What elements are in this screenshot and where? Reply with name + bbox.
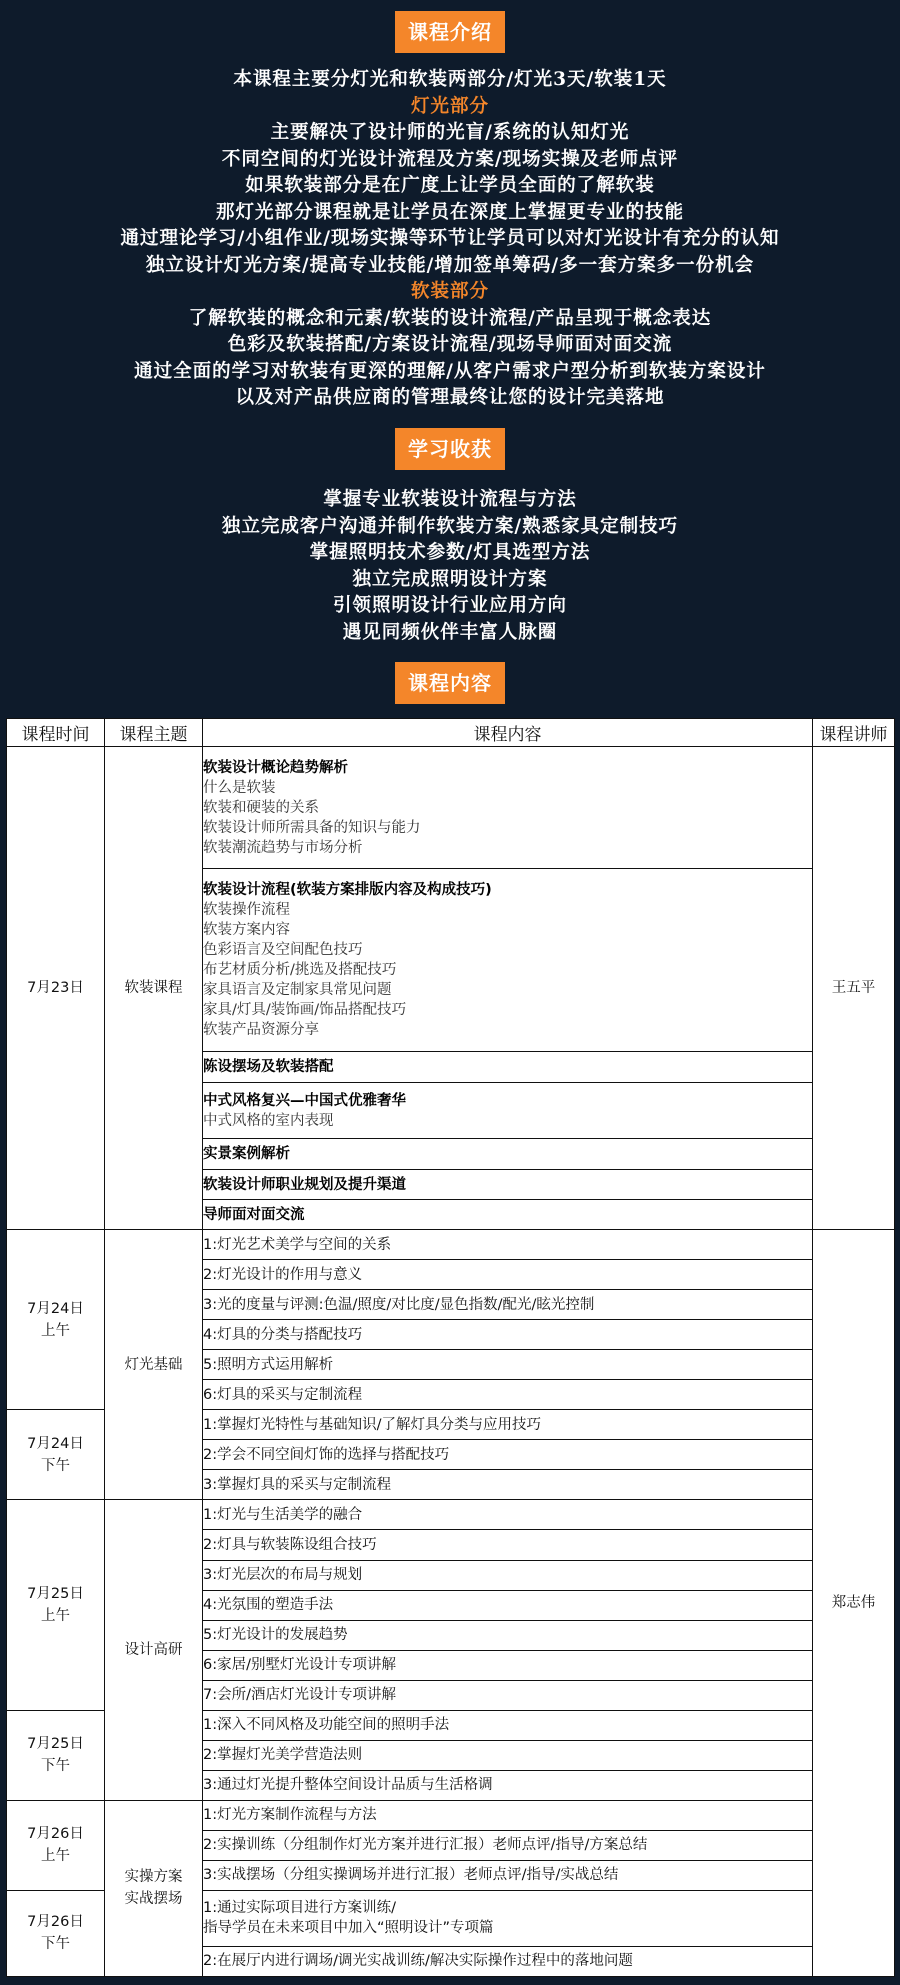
lesson-item: 1:通过实际项目进行方案训练/ 指导学员在未来项目中加入“照明设计”专项篇 (203, 1900, 494, 1937)
content-cell (203, 1560, 813, 1590)
lesson-item: 7:会所/酒店灯光设计专项讲解 (203, 1687, 396, 1704)
gains-section (0, 428, 900, 646)
module-item: 布艺材质分析/挑选及搭配技巧 (203, 962, 397, 979)
gains-line: 遇见同频伙伴丰富人脉圈 (342, 621, 558, 643)
session-time-cell: 7月25日 下午 (7, 1710, 105, 1800)
module-item: 软装方案内容 (203, 922, 290, 939)
content-cell (203, 1470, 813, 1500)
content-cell (203, 1800, 813, 1830)
lesson-item: 3:通过灯光提升整体空间设计品质与生活格调 (203, 1777, 493, 1794)
module-title: 实景案例解析 (203, 1146, 290, 1163)
lesson-item: 2:掌握灯光美学营造法则 (203, 1747, 363, 1764)
module-item: 中式风格的室内表现 (203, 1112, 334, 1129)
session-time-cell: 7月23日 (7, 747, 105, 1230)
teacher-cell: 王五平 (813, 747, 895, 1230)
module-item: 软装和硬装的关系 (203, 799, 319, 816)
intro-line: 主要解决了设计师的光盲/系统的认知灯光 (270, 122, 630, 143)
table-row (7, 747, 895, 869)
module-title: 软装设计流程(软装方案排版内容及构成技巧) (203, 882, 492, 899)
header-teacher: 课程讲师 (813, 719, 895, 747)
gains-line: 掌握专业软装设计流程与方法 (323, 489, 577, 510)
session-topic-cell: 灯光基础 (105, 1230, 203, 1500)
teacher-cell: 郑志伟 (813, 1230, 895, 1977)
session-topic-cell: 软装课程 (105, 747, 203, 1230)
gains-lines (0, 487, 900, 646)
content-cell (203, 1946, 813, 1976)
module-item: 什么是软装 (203, 779, 276, 796)
lesson-item: 2:实操训练（分组制作灯光方案并进行汇报）老师点评/指导/方案总结 (203, 1837, 648, 1854)
module-title: 导师面对面交流 (203, 1206, 305, 1223)
session-time-cell: 7月25日 上午 (7, 1500, 105, 1710)
content-cell (203, 747, 813, 869)
intro-line: 了解软装的概念和元素/软装的设计流程/产品呈现于概念表达 (188, 307, 712, 329)
module-title: 软装设计概论趋势解析 (203, 759, 348, 776)
session-topic-cell: 设计高研 (105, 1500, 203, 1800)
module-item: 软装操作流程 (203, 902, 290, 919)
header-content: 课程内容 (203, 719, 813, 747)
lesson-item: 3:掌握灯具的采买与定制流程 (203, 1476, 392, 1493)
course-table (6, 718, 895, 1977)
intro-line: 独立设计灯光方案/提高专业技能/增加签单筹码/多一套方案多一份机会 (145, 254, 755, 276)
gains-line: 掌握照明技术参数/灯具选型方法 (309, 542, 591, 563)
content-cell (203, 1230, 813, 1260)
content-cell (203, 1770, 813, 1800)
module-title: 软装设计师职业规划及提升渠道 (203, 1176, 406, 1193)
intro-line: 不同空间的灯光设计流程及方案/现场实操及老师点评 (221, 148, 679, 170)
lesson-item: 3:光的度量与评测:色温/照度/对比度/显色指数/配光/眩光控制 (203, 1296, 595, 1313)
content-cell (203, 1530, 813, 1560)
table-row (7, 1230, 895, 1260)
module-title: 陈设摆场及软装搭配 (203, 1059, 334, 1076)
lesson-item: 2:灯光设计的作用与意义 (203, 1266, 363, 1283)
content-cell (203, 1860, 813, 1890)
intro-line: 通过理论学习/小组作业/现场实操等环节让学员可以对灯光设计有充分的认知 (120, 228, 780, 249)
gains-badge: 学习收获 (395, 428, 505, 470)
lesson-item: 2:在展厅内进行调场/调光实战训练/解决实际操作过程中的落地问题 (203, 1953, 633, 1970)
lesson-item: 4:光氛围的塑造手法 (203, 1597, 334, 1614)
intro-line: 色彩及软装搭配/方案设计流程/现场导师面对面交流 (227, 334, 673, 355)
session-time-cell: 7月24日 上午 (7, 1230, 105, 1410)
module-title: 中式风格复兴—中国式优雅奢华 (203, 1092, 406, 1109)
content-cell (203, 1200, 813, 1230)
lesson-item: 1:灯光艺术美学与空间的关系 (203, 1236, 392, 1253)
intro-line: 那灯光部分课程就是让学员在深度上掌握更专业的技能 (215, 201, 684, 223)
table-header-row (7, 719, 895, 747)
header-topic: 课程主题 (105, 719, 203, 747)
lesson-item: 3:灯光层次的布局与规划 (203, 1567, 363, 1583)
session-time-cell: 7月24日 下午 (7, 1410, 105, 1500)
content-cell (203, 869, 813, 1052)
module-item: 色彩语言及空间配色技巧 (203, 942, 363, 959)
intro-line: 如果软装部分是在广度上让学员全面的了解软装 (245, 175, 655, 196)
content-cell (203, 1620, 813, 1650)
lesson-item: 3:实战摆场（分组实操调场并进行汇报）老师点评/指导/实战总结 (203, 1867, 619, 1884)
lesson-item: 1:深入不同风格及功能空间的照明手法 (203, 1717, 450, 1734)
table-row (7, 1500, 895, 1530)
gains-line: 引领照明设计行业应用方向 (332, 595, 567, 616)
content-cell (203, 1440, 813, 1470)
content-cell (203, 1350, 813, 1380)
content-cell (203, 1500, 813, 1530)
module-item: 软装产品资源分享 (203, 1022, 319, 1039)
content-cell (203, 1410, 813, 1440)
content-cell (203, 1710, 813, 1740)
gains-line: 独立完成客户沟通并制作软装方案/熟悉家具定制技巧 (221, 515, 679, 537)
lesson-item: 1:灯光与生活美学的融合 (203, 1506, 363, 1523)
content-cell (203, 1290, 813, 1320)
lesson-item: 1:灯光方案制作流程与方法 (203, 1807, 377, 1824)
content-section (0, 662, 900, 704)
content-cell (203, 1590, 813, 1620)
content-cell (203, 1380, 813, 1410)
intro-section (0, 11, 900, 412)
content-cell (203, 1650, 813, 1680)
intro-line: 本课程主要分灯光和软装两部分/灯光3天/软装1天 (233, 69, 667, 90)
content-cell (203, 1083, 813, 1139)
content-cell (203, 1680, 813, 1710)
session-time-cell: 7月26日 上午 (7, 1800, 105, 1890)
intro-line: 通过全面的学习对软装有更深的理解/从客户需求户型分析到软装方案设计 (134, 360, 766, 382)
lesson-item: 5:灯光设计的发展趋势 (203, 1627, 348, 1644)
table-row (7, 1800, 895, 1830)
content-cell (203, 1890, 813, 1946)
lesson-item: 6:灯具的采买与定制流程 (203, 1386, 363, 1403)
lesson-item: 2:灯具与软装陈设组合技巧 (203, 1536, 377, 1553)
lesson-item: 6:家居/别墅灯光设计专项讲解 (203, 1657, 396, 1674)
content-cell (203, 1139, 813, 1170)
module-item: 家具语言及定制家具常见问题 (203, 982, 392, 999)
content-cell (203, 1740, 813, 1770)
gains-line: 独立完成照明设计方案 (352, 568, 548, 590)
session-topic-cell: 实操方案 实战摆场 (105, 1800, 203, 1976)
intro-lines (0, 67, 900, 412)
course-table-wrap (6, 718, 894, 1977)
content-cell (203, 1170, 813, 1200)
module-item: 软装潮流趋势与市场分析 (203, 839, 363, 856)
header-time: 课程时间 (7, 719, 105, 747)
content-cell (203, 1830, 813, 1860)
lesson-item: 4:灯具的分类与搭配技巧 (203, 1326, 363, 1343)
module-item: 家具/灯具/装饰画/饰品搭配技巧 (203, 1002, 407, 1019)
lesson-item: 1:掌握灯光特性与基础知识/了解灯具分类与应用技巧 (203, 1416, 541, 1433)
session-time-cell: 7月26日 下午 (7, 1890, 105, 1976)
content-badge: 课程内容 (395, 662, 505, 704)
intro-subheading: 软装部分 (410, 281, 489, 302)
lesson-item: 5:照明方式运用解析 (203, 1356, 334, 1373)
content-cell (203, 1260, 813, 1290)
module-item: 软装设计师所需具备的知识与能力 (203, 819, 421, 836)
content-cell (203, 1052, 813, 1083)
lesson-item: 2:学会不同空间灯饰的选择与搭配技巧 (203, 1446, 450, 1463)
intro-subheading: 灯光部分 (410, 95, 489, 117)
intro-line: 以及对产品供应商的管理最终让您的设计完美落地 (235, 387, 665, 408)
intro-badge: 课程介绍 (395, 11, 505, 53)
content-cell (203, 1320, 813, 1350)
